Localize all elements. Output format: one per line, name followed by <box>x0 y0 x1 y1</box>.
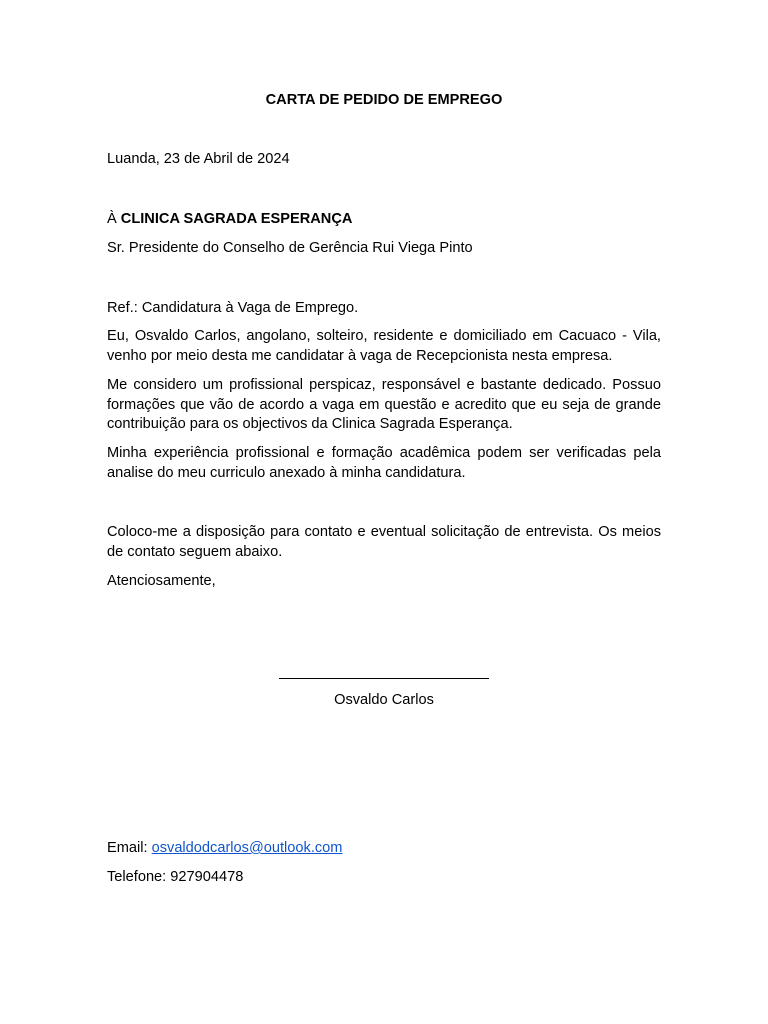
closing-line: Atenciosamente, <box>107 573 216 589</box>
recipient-title: Sr. Presidente do Conselho de Gerência Rui Viega Pinto <box>107 240 473 256</box>
reference-line: Ref.: Candidatura à Vaga de Emprego. <box>107 300 359 316</box>
paragraph-availability: Coloco-me a disposição para contato e eventual solicitação de entrevista. Os meios de contato seguem abaixo. <box>107 524 661 560</box>
signature-line <box>279 678 489 679</box>
recipient-name: CLINICA SAGRADA ESPERANÇA <box>120 211 353 227</box>
letter-title: CARTA DE PEDIDO DE EMPREGO <box>265 92 503 108</box>
email-line <box>107 838 661 858</box>
phone-line: Telefone: 927904478 <box>107 869 244 885</box>
date-line: Luanda, 23 de Abril de 2024 <box>107 151 290 167</box>
paragraph-intro: Eu, Osvaldo Carlos, angolano, solteiro, residente e domiciliado em Cacuaco - Vila, venho por meio desta me candidatar à vaga de Recepcionista nesta empresa. <box>107 328 661 364</box>
email-label: Email: <box>107 840 152 856</box>
paragraph-qualities: Me considero um profissional perspicaz, responsável e bastante dedicado. Possuo formações que vão de acordo a vaga em questão e acredito que eu seja de grande contribuição para os objectivos da Clinica Sagrada Esperança. <box>107 377 661 432</box>
recipient-line <box>107 209 661 229</box>
recipient-prefix: À <box>107 211 121 227</box>
email-link[interactable]: osvaldodcarlos@outlook.com <box>151 840 343 856</box>
signature-name: Osvaldo Carlos <box>334 692 434 708</box>
paragraph-experience: Minha experiência profissional e formação acadêmica podem ser verificadas pela analise do meu curriculo anexado à minha candidatura. <box>107 445 661 481</box>
